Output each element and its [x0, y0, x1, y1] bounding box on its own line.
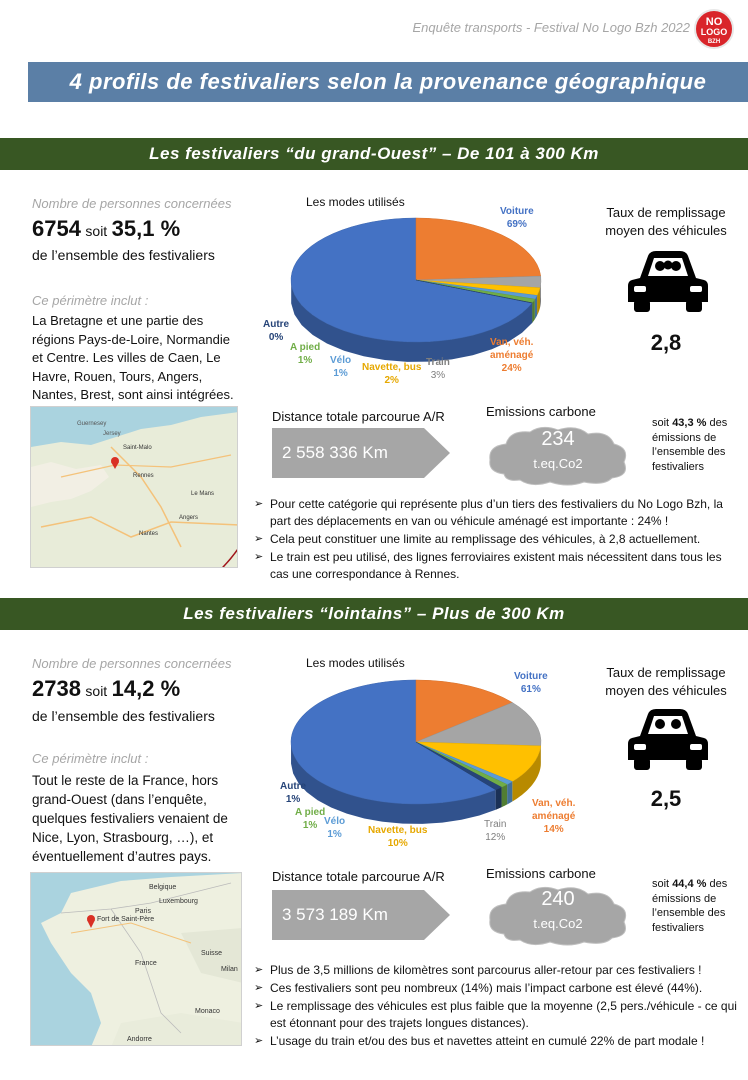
pie-slice-autre-side: [496, 787, 502, 810]
count-percent: 14,2 %: [111, 676, 181, 701]
emissions-value: 234: [541, 428, 575, 450]
pie-label-navette: Navette, bus 2%: [362, 362, 422, 386]
bullet-item: ➢ Le train est peu utilisé, des lignes ferroviaires existent mais nécessitent dans tous les cas une correspondance à Rennes.: [254, 549, 734, 583]
map-grand-ouest: [30, 406, 238, 568]
section-banner-grand-ouest: Les festivaliers “du grand-Ouest” – De 101 à 300 Km: [0, 138, 748, 170]
perimeter-text: Tout le reste de la France, hors grand-Ouest (dans l’enquête, quelques festivaliers venaient de Nice, Lyon, Strasbourg, …), et éventuellement d’autres pays.: [32, 773, 228, 864]
pie-label-a-pied: A pied 1%: [295, 807, 326, 831]
fill-rate-value: 2,8: [650, 330, 682, 355]
pie-label-velo: Vélo 1%: [330, 355, 352, 379]
emissions-label: Emissions carbone: [486, 404, 596, 419]
map-label: France: [135, 960, 157, 967]
car-icon: [626, 248, 710, 314]
count-percent: 35,1 %: [111, 216, 181, 241]
map-label: Andorre: [127, 1036, 152, 1043]
pie-label-van: Van, véh. aménagé 14%: [532, 798, 576, 835]
distance-label: Distance totale parcourue A/R: [272, 869, 445, 884]
emissions-share: soit 44,4 % des émissions de l’ensemble des festivaliers: [652, 878, 728, 934]
map-lointains: [30, 872, 242, 1046]
bullet-item: ➢ Plus de 3,5 millions de kilomètres sont parcourus aller-retour par ces festivaliers !: [254, 962, 740, 979]
map-grand-ouest-graphic: [31, 407, 238, 568]
distance-value: 3 573 189 Km: [282, 905, 388, 924]
count-line: 2738 soit 14,2 %: [32, 676, 181, 701]
emissions-share: soit 43,3 % des émissions de l’ensemble des festivaliers: [652, 417, 728, 473]
map-label: Jersey: [103, 431, 121, 437]
distance-arrow: [272, 890, 452, 940]
pie-label-voiture: Voiture 69%: [500, 206, 534, 230]
main-title: 4 profils de festivaliers selon la provenance géographique: [28, 62, 748, 102]
of-total-text: de l’ensemble des festivaliers: [32, 247, 215, 263]
map-label: Suisse: [201, 950, 223, 957]
map-label: Angers: [179, 515, 199, 521]
map-label: Saint-Malo: [123, 445, 152, 451]
pie-label-autre: Autre 1%: [280, 781, 307, 805]
map-label: Rennes: [133, 473, 154, 479]
emissions-value: 240: [541, 888, 575, 910]
fill-rate-value: 2,5: [650, 786, 682, 811]
emissions-cloud: [484, 424, 632, 488]
map-label: Paris: [135, 908, 151, 915]
fill-rate-label: Taux de remplissage moyen des véhicules: [605, 665, 727, 698]
emissions-unit: t.eq.Co2: [533, 456, 583, 471]
bullet-item: ➢ Pour cette catégorie qui représente plus d’un tiers des festivaliers du No Logo Bzh, la part des déplacements en van ou véhicule aménagé est importante : 24% !: [254, 496, 734, 530]
pie-label-a-pied: A pied 1%: [290, 342, 321, 366]
map-label: Belgique: [149, 884, 177, 891]
pie-label-velo: Vélo 1%: [324, 816, 346, 840]
map-label: Fort de Saint-Père: [97, 916, 155, 923]
pie-label-autre: Autre 0%: [263, 319, 290, 343]
pie-label-train: Train 3%: [426, 357, 450, 381]
map-label: Monaco: [195, 1008, 220, 1015]
count-value: 6754: [32, 216, 81, 241]
festival-logo: NO LOGO BZH: [694, 9, 734, 49]
map-label: Le Mans: [191, 491, 215, 497]
pie-label-voiture: Voiture 61%: [514, 671, 548, 695]
map-lointains-graphic: [31, 873, 242, 1046]
section-banner-lointains: Les festivaliers “lointains” – Plus de 300 Km: [0, 598, 748, 630]
map-label: Luxembourg: [159, 898, 198, 905]
pie-slice-velo-side: [507, 782, 512, 805]
bullet-list: [254, 962, 740, 1051]
emissions-label: Emissions carbone: [486, 866, 596, 881]
bullet-item: ➢ Le remplissage des véhicules est plus faible que la moyenne (2,5 pers./véhicule - ce qui est étonnant pour des trajets longues distances).: [254, 998, 740, 1032]
pie-label-navette: Navette, bus 10%: [368, 825, 428, 849]
bullet-item: ➢ L’usage du train et/ou des bus et navettes atteint en cumulé 22% de part modale !: [254, 1033, 740, 1050]
bullet-item: ➢ Ces festivaliers sont peu nombreux (14%) mais l’impact carbone est élevé (44%).: [254, 980, 740, 997]
map-label: Milan: [221, 966, 238, 973]
pie-label-train: Train 12%: [484, 819, 507, 843]
pie-slice-a-pied-side: [502, 784, 508, 807]
perimeter-label: Ce périmètre inclut :: [32, 751, 149, 766]
distance-label: Distance totale parcourue A/R: [272, 409, 445, 424]
emissions-cloud: [484, 884, 632, 948]
fill-rate-label: Taux de remplissage moyen des véhicules: [605, 205, 727, 238]
perimeter-text: La Bretagne et une partie des régions Pays-de-Loire, Normandie et Centre. Les villes de Caen, Le Havre, Rouen, Tours, Angers, Nantes, Brest, sont ainsi intégrées.: [32, 313, 234, 402]
survey-title: Enquête transports - Festival No Logo Bzh 2022: [412, 20, 690, 35]
perimeter-label: Ce périmètre inclut :: [32, 293, 149, 308]
count-label: Nombre de personnes concernées: [32, 196, 232, 211]
distance-arrow: [272, 428, 452, 478]
chart-title: Les modes utilisés: [306, 195, 405, 209]
count-value: 2738: [32, 676, 81, 701]
of-total-text: de l’ensemble des festivaliers: [32, 708, 215, 724]
emissions-unit: t.eq.Co2: [533, 916, 583, 931]
map-label: Nantes: [139, 531, 159, 537]
map-label: Guernesey: [77, 421, 107, 427]
count-label: Nombre de personnes concernées: [32, 656, 232, 671]
bullet-item: ➢ Cela peut constituer une limite au remplissage des véhicules, à 2,8 actuellement.: [254, 531, 734, 548]
car-icon: [626, 706, 710, 772]
bullet-list: [254, 496, 734, 584]
chart-title: Les modes utilisés: [306, 656, 405, 670]
count-line: 6754 soit 35,1 %: [32, 216, 181, 241]
distance-value: 2 558 336 Km: [282, 443, 388, 462]
pie-label-van: Van, véh. aménagé 24%: [490, 337, 534, 374]
